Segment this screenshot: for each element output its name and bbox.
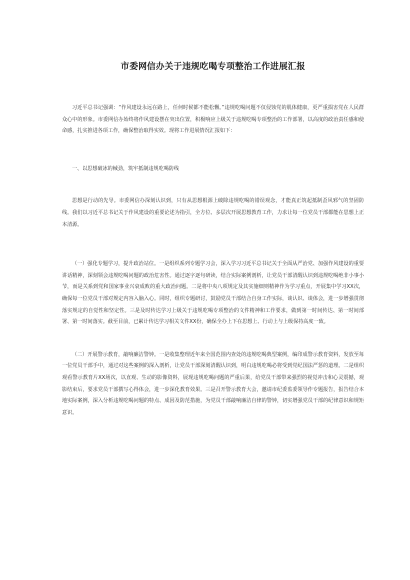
section-paragraph: （二）开展警示教育，敲响廉洁警钟。一是收集整理近年来全国范围内查处的违规吃喝典型案例，编印成警示教育资料，发放至每一位党员干部手中，通过对这些案例的深入剖析，让党员干部深刻清醒认识到，明白违规吃喝必将受到党纪国法严惩的道理。二是组织观看警示教育片XX场次，以直观、生动的影像资料，展现违规吃喝问题的严重后果，给党员干部带来强烈的视觉冲击和心灵震撼，观影结束后，要求党员干部撰写心得体会，进一步深化教育效果。三是召开警示教育大会，邀请市纪委监委领导作专题报告，报告结合本地实际案例，深入分析违规吃喝问题的特点、成因及防范措施，为党员干部敲响廉洁自律的警钟，切实增强党员干部的纪律意识和规矩意识。 xyxy=(62,351,364,416)
section-heading: 一、以思想破冰的械劲，筑牢抵制违规吃喝防线 xyxy=(72,165,179,172)
intro-paragraph: 习近平总书记强调：“作风建设永远在路上，任何时候都不能松懈。”违规吃喝问题不仅侵蚀党的肌体健康，更严重损害党在人民群众心中的形象。市委网信办始终将作风建设摆在突出位置，积极响应上级关于违规吃喝专项整治的工作部署，以高度的政治责任感和使命感，扎实推进各项工作，确保整治取得实效。现将工作进展情况汇报如下： xyxy=(62,105,364,135)
document-title: 市委网信办关于违规吃喝专项整治工作进展汇报 xyxy=(120,62,306,72)
section-paragraph: （一）强化专题学习，提升政治站位。一是组织系列专题学习会，深入学习习近平总书记关于全面从严治党、加强作风建设的重要讲话精神，深刻领会违规吃喝问题的政治危害性。通过逐字逐句研读，结合实际案例剖析，让党员干部清醒认识到违规吃喝绝非小事小节，而是关系到党和国家事业兴衰成败的重大政治问题。二是将中央八项规定及其实施细则精神作为学习重点，开展集中学习XX次，确保每一位党员干部对规定内容入脑入心。同时，组织专题研讨，鼓励党员干部结合自身工作实际，谈认识、谈体会，进一步增强贯彻落实规定的自觉性和坚定性。三是及时传达学习上级关于违规吃喝专项整治的文件精神和工作要求，做到第一时间传达、第一时间部署、第一时间落实。截至目前，已累计传达学习相关文件XX份，确保全办上下在思想上、行动上与上级保持高度一致。 xyxy=(62,261,364,326)
section-paragraph: 思想是行动的先导。市委网信办深刻认识到，只有从思想根源上破除违规吃喝的错误观念，才能真正筑起抵制歪风邪气的坚固防线。我们以习近平总书记关于作风建设的重要论述为指引，全方位、多层次开展思想教育工作，力求让每一位党员干部都能在思想上正本清源。 xyxy=(62,198,364,228)
